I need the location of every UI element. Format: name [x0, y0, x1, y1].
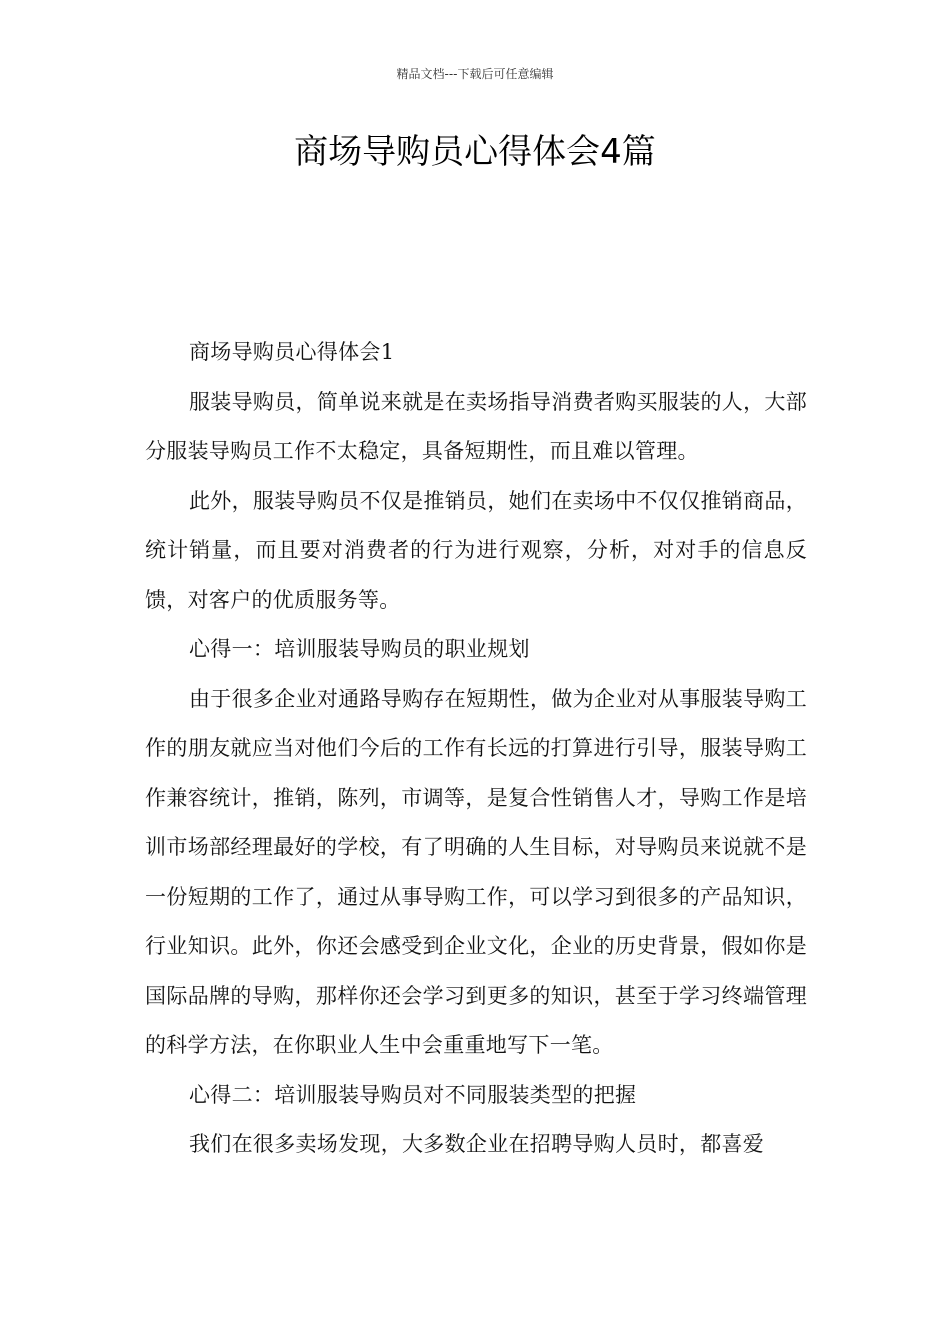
subheading-2: 心得二：培训服装导购员对不同服装类型的把握 — [189, 1082, 637, 1107]
header-note: 精品文档---下载后可任意编辑 — [396, 67, 554, 81]
section-heading-1: 商场导购员心得体会1 — [189, 340, 395, 364]
paragraph: 服装导购员，简单说来就是在卖场指导消费者购买服装的人，大部分服装导购员工作不太稳定，具备短期性，而且难以管理。 — [145, 389, 807, 463]
subheading-1: 心得一：培训服装导购员的职业规划 — [189, 637, 530, 661]
paragraph: 由于很多企业对通路导购存在短期性，做为企业对从事服装导购工作的朋友就应当对他们今后的工作有长远的打算进行引导，服装导购工作兼容统计，推销，陈列，市调等，是复合性销售人才，导购工作是培训市场部经理最好的学校，有了明确的人生目标，对导购员来说就不是一份短期的工作了，通过从事导购工作，可以学习到很多的产品知识，行业知识。此外，你还会感受到企业文化，企业的历史背景，假如你是国际品牌的导购，那样你还会学习到更多的知识，甚至于学习终端管理的科学方法，在你职业人生中会重重地写下一笔。 — [145, 686, 807, 1057]
document-title: 商场导购员心得体会4篇 — [294, 132, 656, 172]
paragraph: 此外，服装导购员不仅是推销员，她们在卖场中不仅仅推销商品，统计销量，而且要对消费者的行为进行观察，分析，对对手的信息反馈，对客户的优质服务等。 — [145, 488, 807, 612]
paragraph: 我们在很多卖场发现，大多数企业在招聘导购人员时，都喜爱 — [189, 1132, 765, 1156]
document-body — [145, 328, 807, 1170]
